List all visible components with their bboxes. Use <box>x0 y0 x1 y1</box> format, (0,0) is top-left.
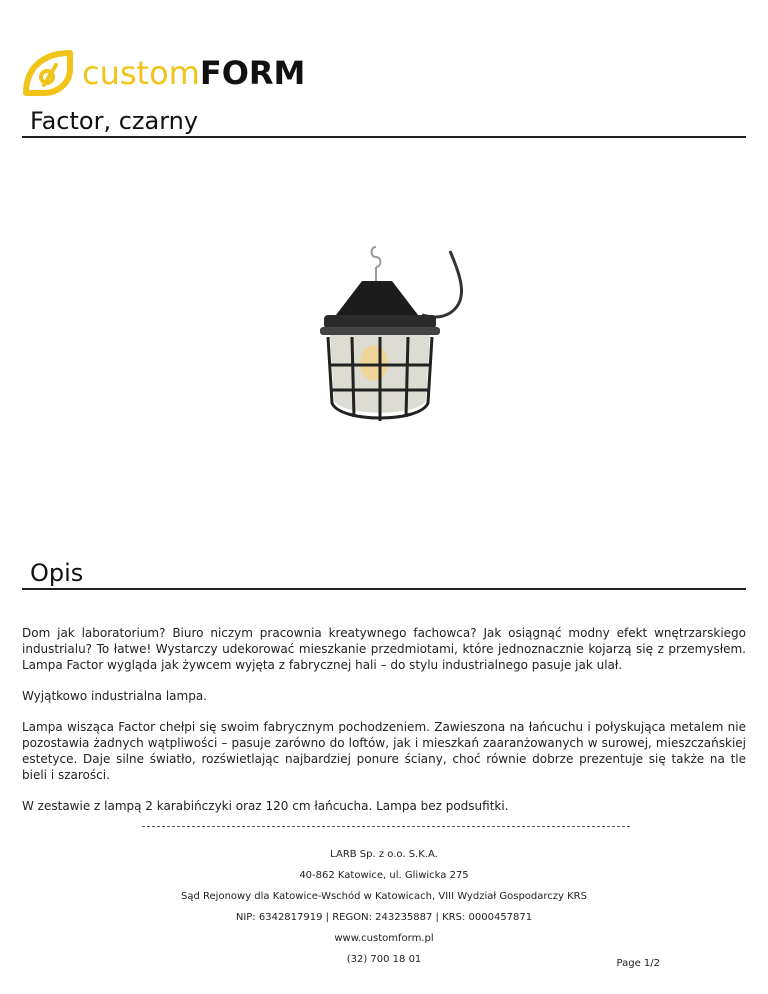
footer-phone: (32) 700 18 01 <box>346 954 422 965</box>
page-number: Page 1/2 <box>616 958 660 969</box>
description-paragraph: Dom jak laboratorium? Biuro niczym pracownia kreatywnego fachowca? Jak osiągnąć modny efekt wnętrzarskiego industrialu? To łatwe! Wystarczy udekorować mieszkanie przedmiotami, które jednoznacznie kojarzą się z przemysłem. Lampa Factor wygląda jak żywcem wyjęta z fabrycznej hali – do stylu industrialnego pasuje jak ulał. <box>22 626 746 672</box>
footer-divider <box>142 826 630 827</box>
footer-company: LARB Sp. z o.o. S.K.A. <box>330 849 438 860</box>
logo-leaf-icon <box>20 47 76 99</box>
product-title: Factor, czarny <box>22 106 746 138</box>
footer-court: Sąd Rejonowy dla Katowice-Wschód w Katowicach, VIII Wydział Gospodarczy KRS <box>181 891 587 902</box>
footer-ids: NIP: 6342817919 | REGON: 243235887 | KRS: 0000457871 <box>235 912 533 923</box>
description-body <box>22 625 746 829</box>
footer-website: www.customform.pl <box>334 933 434 944</box>
description-paragraph: Wyjątkowo industrialna lampa. <box>22 689 207 703</box>
description-paragraph: W zestawie z lampą 2 karabińczyki oraz 120 cm łańcucha. Lampa bez podsufitki. <box>22 799 509 813</box>
logo-wordmark <box>82 53 305 93</box>
footer <box>0 844 768 970</box>
lamp-icon <box>300 245 480 435</box>
logo-text-custom: custom <box>82 54 200 92</box>
description-heading: Opis <box>22 558 746 590</box>
footer-address: 40-862 Katowice, ul. Gliwicka 275 <box>299 870 469 881</box>
logo-text-form: FORM <box>199 54 306 92</box>
brand-logo <box>20 47 310 102</box>
description-paragraph: Lampa wisząca Factor chełpi się swoim fabrycznym pochodzeniem. Zawieszona na łańcuchu i połyskująca metalem nie pozostawia żadnych wątpliwości – pasuje zarówno do loftów, jak i mieszkań zaaranżowanych w surowej, mieszczańskiej estetyce. Daje silne światło, rozświetlając najbardziej ponure ściany, choć równie dobrze prezentuje się także na tle bieli i szarości. <box>22 720 746 782</box>
